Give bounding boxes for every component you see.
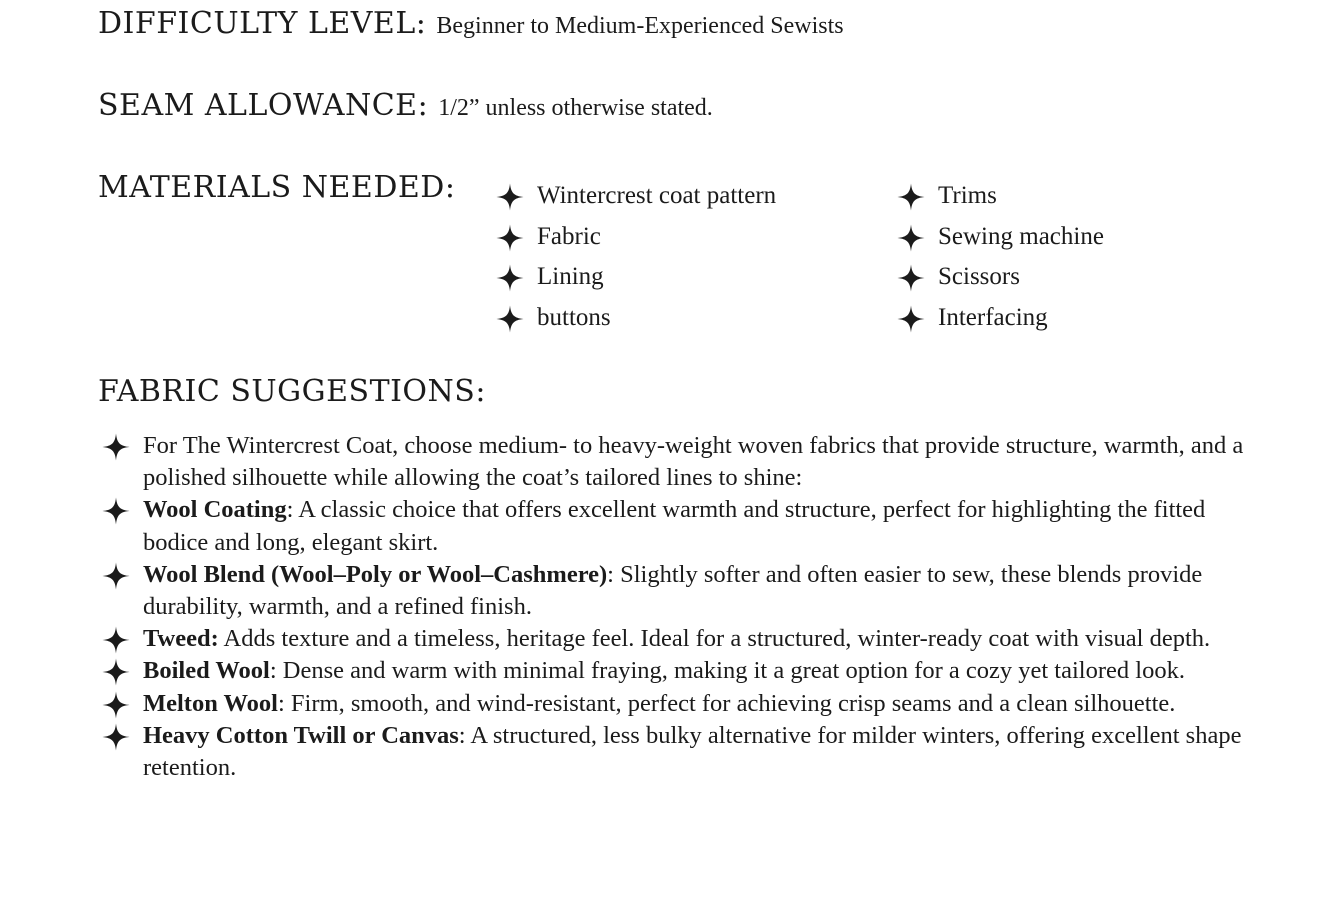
material-item [496,217,776,258]
fabric-suggestion-item [102,720,1252,784]
material-item [496,176,776,217]
fabric-term-separator: : [458,721,471,749]
fabric-term: Melton Wool [143,689,278,717]
material-item-label: buttons [537,303,611,331]
four-point-star-icon [897,183,925,211]
material-item [897,217,1104,258]
fabric-description: Adds texture and a timeless, heritage feel. Ideal for a structured, winter-ready coat with visual depth. [223,625,1211,653]
material-item-label: Interfacing [938,303,1048,331]
materials-list-column-1 [496,176,776,338]
material-item-label: Wintercrest coat pattern [537,182,777,210]
fabric-suggestion-item [102,623,1252,655]
fabric-term-separator: : [277,689,291,717]
four-point-star-icon [496,305,524,333]
fabric-description: Dense and warm with minimal fraying, making it a great option for a cozy yet tailored look. [282,657,1185,685]
four-point-star-icon [102,691,130,719]
material-item [496,298,776,339]
seam-allowance-heading [98,88,713,123]
fabric-description: Slightly softer and often easier to sew, these blends provide durability, warmth, and a refined finish. [143,560,1203,621]
four-point-star-icon [102,433,130,461]
material-item-label: Trims [938,182,997,210]
fabric-description: A classic choice that offers excellent warmth and structure, perfect for highlighting the fitted bodice and long, elegant skirt. [143,496,1206,556]
materials-needed-label: MATERIALS NEEDED: [98,170,456,205]
four-point-star-icon [102,723,130,751]
difficulty-level-heading [98,6,844,41]
fabric-term: Boiled Wool [143,657,270,685]
fabric-term-separator: : [269,657,283,685]
four-point-star-icon [897,305,925,333]
four-point-star-icon [496,183,524,211]
material-item [897,257,1104,298]
four-point-star-icon [102,626,130,654]
fabric-suggestions-label: FABRIC SUGGESTIONS: [98,374,486,409]
seam-allowance-value: 1/2” unless otherwise stated. [438,95,713,121]
fabric-suggestion-item [102,430,1252,494]
fabric-description: A structured, less bulky alternative for milder winters, offering excellent shape retention. [143,721,1242,782]
fabric-suggestion-item [102,494,1252,558]
four-point-star-icon [102,658,130,686]
fabric-term: Tweed: [143,625,219,653]
four-point-star-icon [496,264,524,292]
fabric-term: Heavy Cotton Twill or Canvas [143,721,459,749]
materials-list-column-2 [897,176,1104,338]
seam-allowance-label: SEAM ALLOWANCE: [98,88,429,123]
fabric-term-separator: : [607,560,621,588]
four-point-star-icon [102,562,130,590]
difficulty-level-value: Beginner to Medium-Experienced Sewists [436,13,844,39]
material-item [897,298,1104,339]
material-item [897,176,1104,217]
fabric-description: Firm, smooth, and wind-resistant, perfect for achieving crisp seams and a clean silhouette. [290,689,1176,717]
fabric-suggestions-list [102,430,1252,784]
four-point-star-icon [102,497,130,525]
materials-needed-heading [98,170,455,205]
material-item-label: Lining [537,263,604,291]
four-point-star-icon [897,224,925,252]
difficulty-level-label: DIFFICULTY LEVEL: [98,6,427,41]
fabric-term-separator: : [286,496,299,524]
fabric-term: Wool Coating [143,496,287,524]
fabric-description: For The Wintercrest Coat, choose medium- to heavy-weight woven fabrics that provide structure, warmth, and a polished silhouette while allowing the coat’s tailored lines to shine: [143,432,1244,492]
fabric-suggestion-item [102,655,1252,687]
material-item-label: Fabric [537,222,601,250]
material-item [496,257,776,298]
fabric-suggestion-item [102,688,1252,720]
four-point-star-icon [496,224,524,252]
fabric-term: Wool Blend (Wool–Poly or Wool–Cashmere) [143,560,608,588]
fabric-suggestion-item [102,559,1252,623]
four-point-star-icon [897,264,925,292]
material-item-label: Sewing machine [938,222,1104,250]
fabric-suggestions-heading [98,374,486,409]
material-item-label: Scissors [938,263,1020,291]
